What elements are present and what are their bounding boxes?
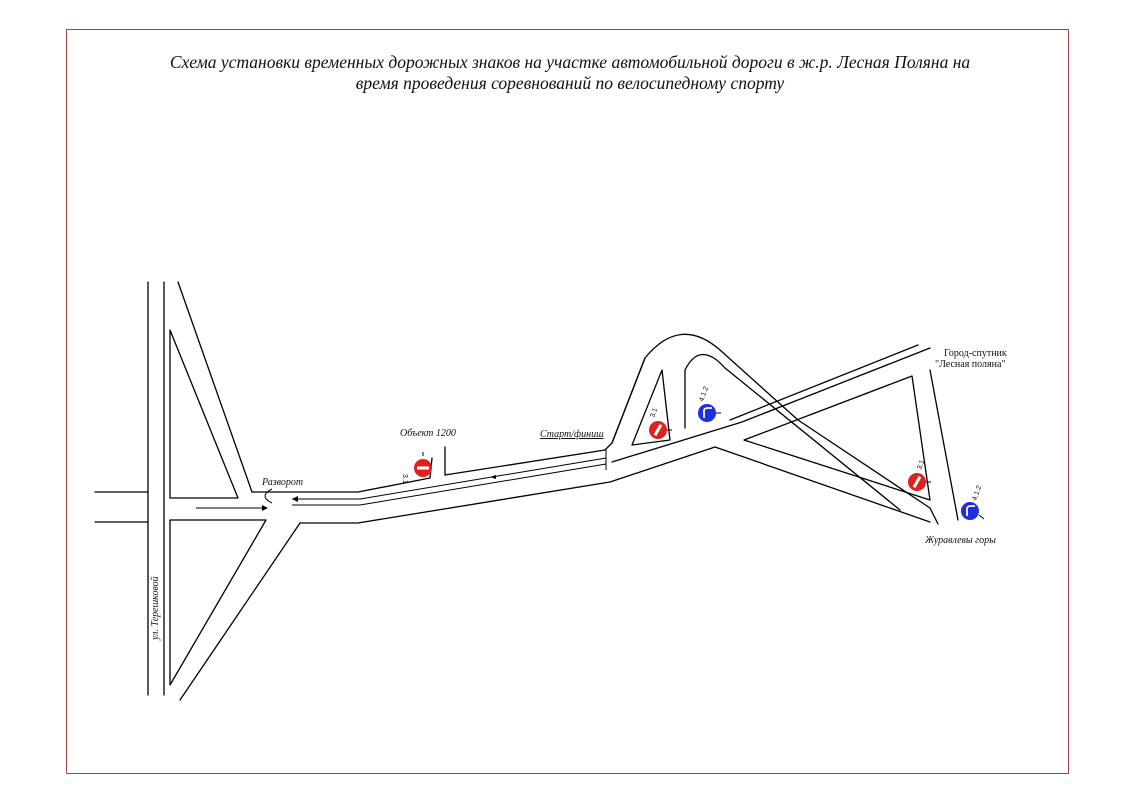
sign-code: 4.1.2 bbox=[698, 385, 711, 403]
branch-lower-edge bbox=[180, 523, 300, 700]
island-right bbox=[744, 376, 930, 500]
arrow-head-2 bbox=[292, 496, 298, 502]
sign-turn-right-2 bbox=[961, 485, 984, 520]
right-road-edge bbox=[930, 370, 958, 520]
label-city-2: "Лесная поляна" bbox=[935, 359, 1006, 370]
arrow-head-1 bbox=[262, 505, 268, 511]
main-road-to-city-upper bbox=[730, 345, 918, 420]
loop-inner bbox=[685, 354, 900, 510]
title-line-1: Схема установки временных дорожных знаков на участке автомобильной дороги в ж.р. Лесная Поляна на bbox=[169, 52, 971, 72]
sign-code: 3.1 bbox=[916, 459, 927, 471]
turn-right-icon bbox=[698, 404, 716, 422]
label-turnaround: Разворот bbox=[262, 477, 304, 488]
turnaround-arrow bbox=[265, 489, 272, 503]
island-left-lower bbox=[170, 520, 266, 685]
title-line-2: время проведения соревнований по велосипедному спорту bbox=[355, 73, 785, 93]
label-city-1: Город-спутник bbox=[944, 348, 1007, 359]
label-zhuravlevy: Журавлевы горы bbox=[925, 535, 996, 546]
label-start-finish: Старт/финиш bbox=[540, 429, 604, 440]
route-lane-out bbox=[292, 458, 606, 499]
sign-turn-right-1 bbox=[698, 386, 721, 422]
label-object: Объект 1200 bbox=[400, 428, 456, 439]
main-road-upper-b bbox=[445, 358, 645, 475]
sign-code: 3.1 bbox=[401, 474, 408, 484]
label-street: ул. Терешковой bbox=[150, 576, 161, 640]
loop-outer-right bbox=[612, 334, 930, 508]
arrow-head-3 bbox=[490, 475, 496, 479]
branch-upper-edge bbox=[178, 282, 252, 492]
right-road-join bbox=[930, 508, 938, 524]
turn-right-icon bbox=[961, 502, 979, 520]
sign-code: 4.1.2 bbox=[971, 484, 984, 502]
sign-code: 3.1 bbox=[649, 407, 660, 419]
